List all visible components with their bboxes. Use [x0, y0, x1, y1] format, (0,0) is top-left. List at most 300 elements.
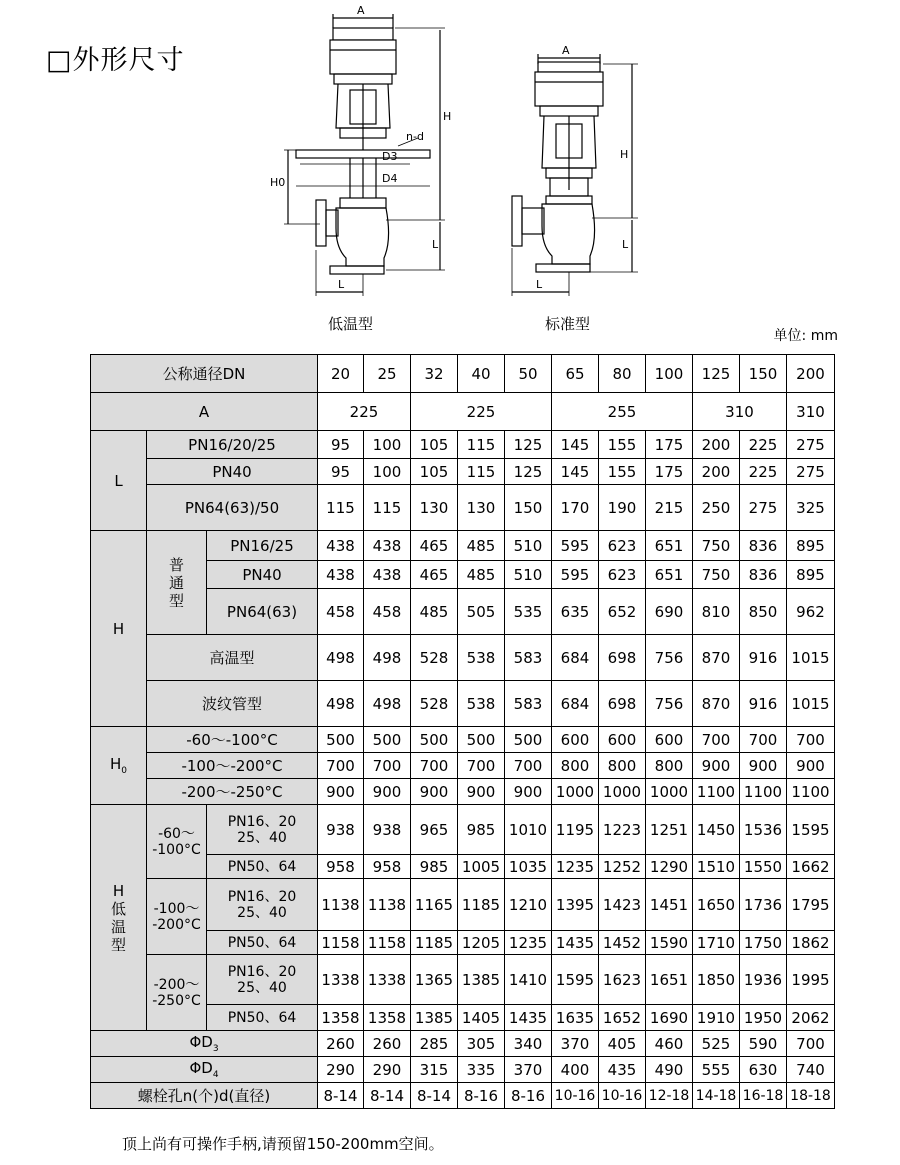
a-value: 255: [552, 393, 693, 431]
table-row: [91, 1057, 835, 1083]
value-cell: 105: [411, 459, 458, 485]
h-low-row-label: PN16、20 25、40: [207, 955, 318, 1005]
dim-l1-right: L: [622, 238, 629, 251]
value-cell: 438: [318, 561, 364, 589]
value-cell: 500: [411, 727, 458, 753]
value-cell: 155: [599, 459, 646, 485]
dim-nd-left: n-d: [406, 130, 424, 143]
value-cell: 528: [411, 635, 458, 681]
value-cell: 1100: [740, 779, 787, 805]
value-cell: 225: [740, 431, 787, 459]
value-cell: 335: [458, 1057, 505, 1083]
value-cell: 1365: [411, 955, 458, 1005]
value-cell: 895: [787, 531, 835, 561]
value-cell: 370: [552, 1031, 599, 1057]
value-cell: 2062: [787, 1005, 835, 1031]
value-cell: 1000: [552, 779, 599, 805]
value-cell: 900: [740, 753, 787, 779]
value-cell: 1338: [318, 955, 364, 1005]
section-title: □外形尺寸: [46, 45, 185, 76]
d4-label: $\Phi D_4$: [91, 1057, 318, 1083]
value-cell: 400: [552, 1057, 599, 1083]
value-cell: 756: [646, 681, 693, 727]
value-cell: 1623: [599, 955, 646, 1005]
value-cell: 370: [505, 1057, 552, 1083]
table-row: [91, 753, 835, 779]
value-cell: 14-18: [693, 1083, 740, 1109]
value-cell: 32: [411, 355, 458, 393]
value-cell: 290: [364, 1057, 411, 1083]
h-other-row-label: 高温型: [147, 635, 318, 681]
value-cell: 1010: [505, 805, 552, 855]
h-low-row-label: PN16、20 25、40: [207, 805, 318, 855]
value-cell: 1100: [693, 779, 740, 805]
table-row: [91, 779, 835, 805]
value-cell: 1862: [787, 931, 835, 955]
value-cell: 1385: [458, 955, 505, 1005]
value-cell: 700: [318, 753, 364, 779]
value-cell: 1223: [599, 805, 646, 855]
value-cell: 651: [646, 531, 693, 561]
value-cell: 756: [646, 635, 693, 681]
value-cell: 698: [599, 635, 646, 681]
value-cell: 1550: [740, 855, 787, 879]
value-cell: 1651: [646, 955, 693, 1005]
value-cell: 405: [599, 1031, 646, 1057]
value-cell: 1995: [787, 955, 835, 1005]
value-cell: 652: [599, 589, 646, 635]
value-cell: 1451: [646, 879, 693, 931]
value-cell: 125: [693, 355, 740, 393]
value-cell: 630: [740, 1057, 787, 1083]
value-cell: 590: [740, 1031, 787, 1057]
value-cell: 700: [740, 727, 787, 753]
value-cell: 836: [740, 561, 787, 589]
value-cell: 105: [411, 431, 458, 459]
value-cell: 1510: [693, 855, 740, 879]
value-cell: 1235: [552, 855, 599, 879]
value-cell: 500: [505, 727, 552, 753]
l-row-label: PN64(63)/50: [147, 485, 318, 531]
value-cell: 1185: [411, 931, 458, 955]
value-cell: 800: [552, 753, 599, 779]
h-other-row-label: 波纹管型: [147, 681, 318, 727]
value-cell: 490: [646, 1057, 693, 1083]
value-cell: 325: [787, 485, 835, 531]
value-cell: 1710: [693, 931, 740, 955]
h-label: H: [91, 531, 147, 727]
value-cell: 700: [411, 753, 458, 779]
value-cell: 600: [646, 727, 693, 753]
value-cell: 16-18: [740, 1083, 787, 1109]
dim-h0-left: H0: [270, 176, 286, 189]
value-cell: 595: [552, 531, 599, 561]
value-cell: 1450: [693, 805, 740, 855]
valve-drawings: [0, 0, 900, 340]
table-row: [91, 485, 835, 531]
value-cell: 1235: [505, 931, 552, 955]
value-cell: 435: [599, 1057, 646, 1083]
value-cell: 1435: [552, 931, 599, 955]
dn-header: 公称通径DN: [91, 355, 318, 393]
value-cell: 438: [318, 531, 364, 561]
dim-a-right: A: [562, 44, 570, 57]
value-cell: 698: [599, 681, 646, 727]
value-cell: 583: [505, 681, 552, 727]
value-cell: 8-14: [411, 1083, 458, 1109]
value-cell: 1290: [646, 855, 693, 879]
value-cell: 485: [458, 561, 505, 589]
value-cell: 1936: [740, 955, 787, 1005]
value-cell: 498: [318, 635, 364, 681]
low-temp-valve-drawing: [284, 14, 445, 296]
value-cell: 40: [458, 355, 505, 393]
value-cell: 465: [411, 561, 458, 589]
h-low-temp-label: -100～ -200°C: [147, 879, 207, 955]
table-row: [91, 635, 835, 681]
value-cell: 498: [318, 681, 364, 727]
value-cell: 700: [787, 727, 835, 753]
value-cell: 1635: [552, 1005, 599, 1031]
l-row-label: PN16/20/25: [147, 431, 318, 459]
table-row: [91, 681, 835, 727]
dim-l2-right: L: [536, 278, 543, 291]
value-cell: 900: [458, 779, 505, 805]
table-body: [91, 355, 835, 1109]
value-cell: 600: [552, 727, 599, 753]
value-cell: 130: [458, 485, 505, 531]
value-cell: 10-16: [599, 1083, 646, 1109]
value-cell: 100: [646, 355, 693, 393]
value-cell: 916: [740, 681, 787, 727]
h-low-row-label: PN50、64: [207, 855, 318, 879]
value-cell: 260: [364, 1031, 411, 1057]
value-cell: 1650: [693, 879, 740, 931]
dim-a-left: A: [357, 4, 365, 17]
value-cell: 465: [411, 531, 458, 561]
value-cell: 1652: [599, 1005, 646, 1031]
value-cell: 458: [364, 589, 411, 635]
value-cell: 1423: [599, 879, 646, 931]
h-low-row-label: PN50、64: [207, 931, 318, 955]
table-row: [91, 431, 835, 459]
value-cell: 498: [364, 635, 411, 681]
h0-row-label: -100～-200°C: [147, 753, 318, 779]
value-cell: 938: [364, 805, 411, 855]
dim-h-left: H: [443, 110, 452, 123]
dim-d3-left: D3: [382, 150, 398, 163]
value-cell: 145: [552, 431, 599, 459]
value-cell: 225: [740, 459, 787, 485]
value-cell: 115: [458, 431, 505, 459]
h-std-row-label: PN64(63): [207, 589, 318, 635]
value-cell: 170: [552, 485, 599, 531]
value-cell: 1950: [740, 1005, 787, 1031]
value-cell: 1662: [787, 855, 835, 879]
value-cell: 275: [787, 459, 835, 485]
value-cell: 1850: [693, 955, 740, 1005]
value-cell: 285: [411, 1031, 458, 1057]
table-row: [91, 955, 835, 1005]
value-cell: 623: [599, 531, 646, 561]
table-row: [91, 1031, 835, 1057]
value-cell: 1590: [646, 931, 693, 955]
value-cell: 12-18: [646, 1083, 693, 1109]
value-cell: 583: [505, 635, 552, 681]
value-cell: 535: [505, 589, 552, 635]
a-value: 225: [318, 393, 411, 431]
h-low-row-label: PN50、64: [207, 1005, 318, 1031]
value-cell: 10-16: [552, 1083, 599, 1109]
value-cell: 1015: [787, 681, 835, 727]
bolt-label: 螺栓孔n(个)d(直径): [91, 1083, 318, 1109]
dimension-table: [90, 354, 835, 1109]
value-cell: 1100: [787, 779, 835, 805]
value-cell: 200: [693, 431, 740, 459]
l-label: L: [91, 431, 147, 531]
value-cell: 1000: [599, 779, 646, 805]
dim-d4-left: D4: [382, 172, 398, 185]
value-cell: 20: [318, 355, 364, 393]
value-cell: 500: [458, 727, 505, 753]
h0-row-label: -60～-100°C: [147, 727, 318, 753]
value-cell: 1595: [787, 805, 835, 855]
value-cell: 538: [458, 635, 505, 681]
value-cell: 115: [458, 459, 505, 485]
h-std-label: 普 通 型: [147, 531, 207, 635]
table-row: [91, 805, 835, 855]
value-cell: 1185: [458, 879, 505, 931]
value-cell: 895: [787, 561, 835, 589]
value-cell: 175: [646, 431, 693, 459]
value-cell: 115: [364, 485, 411, 531]
value-cell: 460: [646, 1031, 693, 1057]
value-cell: 1736: [740, 879, 787, 931]
value-cell: 510: [505, 531, 552, 561]
value-cell: 985: [458, 805, 505, 855]
value-cell: 684: [552, 635, 599, 681]
value-cell: 1252: [599, 855, 646, 879]
table-row: [91, 459, 835, 485]
table-row: [91, 879, 835, 931]
value-cell: 916: [740, 635, 787, 681]
value-cell: 528: [411, 681, 458, 727]
value-cell: 1005: [458, 855, 505, 879]
value-cell: 130: [411, 485, 458, 531]
table-row: [91, 727, 835, 753]
value-cell: 985: [411, 855, 458, 879]
value-cell: 95: [318, 431, 364, 459]
value-cell: 900: [364, 779, 411, 805]
value-cell: 200: [693, 459, 740, 485]
value-cell: 623: [599, 561, 646, 589]
value-cell: 555: [693, 1057, 740, 1083]
value-cell: 900: [411, 779, 458, 805]
value-cell: 1035: [505, 855, 552, 879]
value-cell: 700: [505, 753, 552, 779]
value-cell: 8-14: [364, 1083, 411, 1109]
h-low-temp-label: -60～ -100°C: [147, 805, 207, 879]
value-cell: 1205: [458, 931, 505, 955]
value-cell: 1358: [364, 1005, 411, 1031]
value-cell: 200: [787, 355, 835, 393]
standard-valve-drawing: [512, 54, 638, 296]
value-cell: 500: [318, 727, 364, 753]
value-cell: 700: [364, 753, 411, 779]
value-cell: 1385: [411, 1005, 458, 1031]
value-cell: 8-14: [318, 1083, 364, 1109]
value-cell: 505: [458, 589, 505, 635]
h0-row-label: -200～-250°C: [147, 779, 318, 805]
value-cell: 1595: [552, 955, 599, 1005]
a-label: A: [91, 393, 318, 431]
value-cell: 18-18: [787, 1083, 835, 1109]
dim-h-right: H: [620, 148, 629, 161]
value-cell: 800: [599, 753, 646, 779]
h-low-label: H 低 温 型: [91, 805, 147, 1031]
dim-l1-left: L: [432, 238, 439, 251]
value-cell: 870: [693, 635, 740, 681]
value-cell: 250: [693, 485, 740, 531]
value-cell: 155: [599, 431, 646, 459]
value-cell: 100: [364, 431, 411, 459]
value-cell: 810: [693, 589, 740, 635]
value-cell: 100: [364, 459, 411, 485]
value-cell: 305: [458, 1031, 505, 1057]
value-cell: 595: [552, 561, 599, 589]
value-cell: 1405: [458, 1005, 505, 1031]
value-cell: 438: [364, 561, 411, 589]
value-cell: 538: [458, 681, 505, 727]
value-cell: 700: [458, 753, 505, 779]
value-cell: 1536: [740, 805, 787, 855]
value-cell: 525: [693, 1031, 740, 1057]
value-cell: 870: [693, 681, 740, 727]
value-cell: 95: [318, 459, 364, 485]
value-cell: 260: [318, 1031, 364, 1057]
value-cell: 150: [740, 355, 787, 393]
value-cell: 1452: [599, 931, 646, 955]
value-cell: 1158: [364, 931, 411, 955]
value-cell: 740: [787, 1057, 835, 1083]
value-cell: 150: [505, 485, 552, 531]
value-cell: 1210: [505, 879, 552, 931]
value-cell: 145: [552, 459, 599, 485]
value-cell: 1690: [646, 1005, 693, 1031]
value-cell: 50: [505, 355, 552, 393]
value-cell: 458: [318, 589, 364, 635]
value-cell: 750: [693, 531, 740, 561]
value-cell: 1338: [364, 955, 411, 1005]
value-cell: 315: [411, 1057, 458, 1083]
value-cell: 438: [364, 531, 411, 561]
value-cell: 836: [740, 531, 787, 561]
value-cell: 115: [318, 485, 364, 531]
h-low-temp-label: -200～ -250°C: [147, 955, 207, 1031]
h-std-row-label: PN16/25: [207, 531, 318, 561]
value-cell: 498: [364, 681, 411, 727]
value-cell: 958: [318, 855, 364, 879]
value-cell: 1165: [411, 879, 458, 931]
value-cell: 635: [552, 589, 599, 635]
value-cell: 900: [693, 753, 740, 779]
value-cell: 1410: [505, 955, 552, 1005]
value-cell: 690: [646, 589, 693, 635]
dim-l2-left: L: [338, 278, 345, 291]
value-cell: 1251: [646, 805, 693, 855]
value-cell: 485: [458, 531, 505, 561]
value-cell: 510: [505, 561, 552, 589]
value-cell: 750: [693, 561, 740, 589]
value-cell: 1358: [318, 1005, 364, 1031]
value-cell: 938: [318, 805, 364, 855]
value-cell: 175: [646, 459, 693, 485]
value-cell: 900: [505, 779, 552, 805]
h-std-row-label: PN40: [207, 561, 318, 589]
value-cell: 1750: [740, 931, 787, 955]
value-cell: 1910: [693, 1005, 740, 1031]
l-row-label: PN40: [147, 459, 318, 485]
value-cell: 275: [740, 485, 787, 531]
value-cell: 485: [411, 589, 458, 635]
unit-label: 单位: mm: [773, 328, 838, 344]
value-cell: 700: [787, 1031, 835, 1057]
value-cell: 800: [646, 753, 693, 779]
table-row: [91, 1083, 835, 1109]
value-cell: 500: [364, 727, 411, 753]
value-cell: 651: [646, 561, 693, 589]
value-cell: 684: [552, 681, 599, 727]
table-row: [91, 531, 835, 561]
value-cell: 1158: [318, 931, 364, 955]
value-cell: 958: [364, 855, 411, 879]
value-cell: 1015: [787, 635, 835, 681]
value-cell: 8-16: [458, 1083, 505, 1109]
value-cell: 900: [318, 779, 364, 805]
value-cell: 8-16: [505, 1083, 552, 1109]
value-cell: 850: [740, 589, 787, 635]
h0-label: $H_0$: [91, 727, 147, 805]
table-row: [91, 355, 835, 393]
value-cell: 1000: [646, 779, 693, 805]
value-cell: 900: [787, 753, 835, 779]
value-cell: 215: [646, 485, 693, 531]
value-cell: 1435: [505, 1005, 552, 1031]
value-cell: 700: [693, 727, 740, 753]
value-cell: 25: [364, 355, 411, 393]
value-cell: 80: [599, 355, 646, 393]
value-cell: 340: [505, 1031, 552, 1057]
value-cell: 1795: [787, 879, 835, 931]
caption-standard: 标准型: [545, 315, 591, 333]
value-cell: 1395: [552, 879, 599, 931]
footnote: 顶上尚有可操作手柄,请预留150-200mm空间。: [122, 1135, 444, 1153]
value-cell: 1195: [552, 805, 599, 855]
value-cell: 962: [787, 589, 835, 635]
d3-label: $\Phi D_3$: [91, 1031, 318, 1057]
h-low-row-label: PN16、20 25、40: [207, 879, 318, 931]
value-cell: 965: [411, 805, 458, 855]
value-cell: 290: [318, 1057, 364, 1083]
value-cell: 1138: [364, 879, 411, 931]
caption-low-temp: 低温型: [328, 315, 374, 333]
table-row: [91, 393, 835, 431]
value-cell: 125: [505, 459, 552, 485]
a-value: 310: [787, 393, 835, 431]
value-cell: 125: [505, 431, 552, 459]
value-cell: 275: [787, 431, 835, 459]
a-value: 225: [411, 393, 552, 431]
